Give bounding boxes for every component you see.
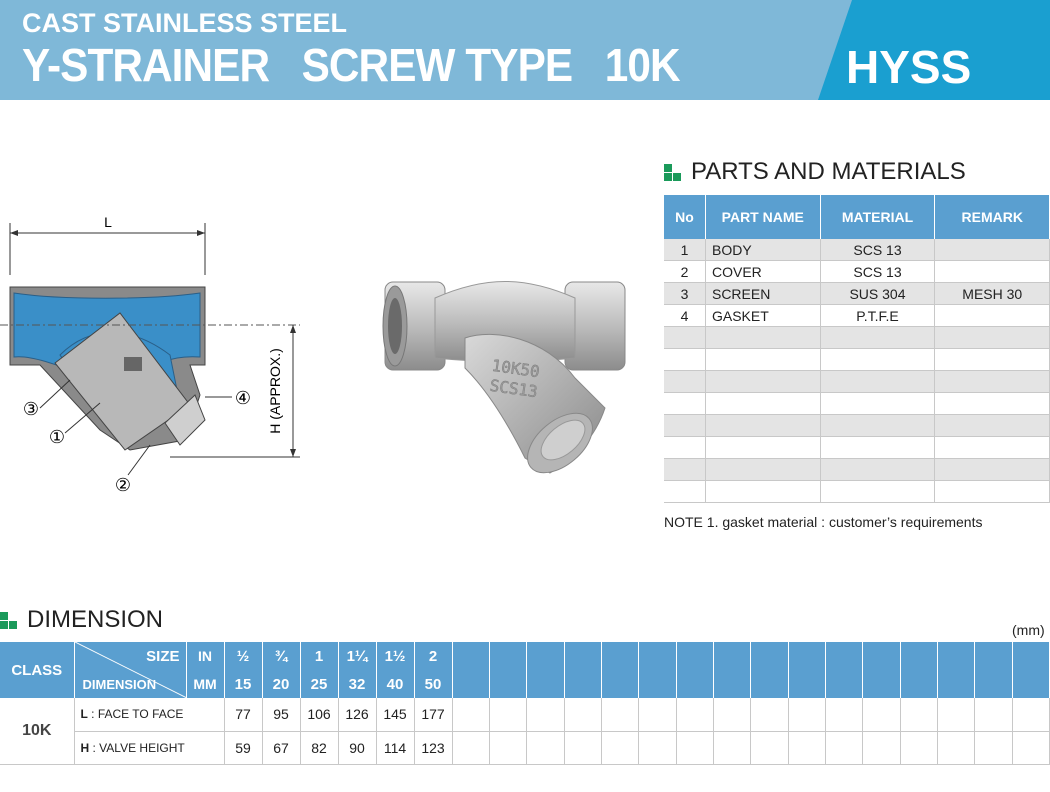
empty-cell (452, 642, 489, 670)
empty-cell (527, 731, 564, 764)
empty-cell (937, 670, 974, 698)
parts-row (664, 371, 1050, 393)
empty-cell (489, 642, 526, 670)
parts-table (664, 195, 1050, 503)
empty-cell (639, 731, 676, 764)
part-material (820, 327, 935, 349)
empty-cell (975, 670, 1012, 698)
empty-cell (639, 642, 676, 670)
empty-cell (825, 731, 862, 764)
dimension-title-text: DIMENSION (27, 606, 164, 633)
size-dimension-header (74, 642, 186, 698)
empty-cell (975, 698, 1012, 731)
height-label: H (APPROX.) (267, 348, 283, 434)
part-name (705, 327, 820, 349)
empty-cell (713, 698, 750, 731)
dimension-desc: : VALVE HEIGHT (89, 740, 185, 755)
part-material (820, 371, 935, 393)
part-no (664, 437, 705, 459)
parts-row (664, 437, 1050, 459)
empty-cell (527, 642, 564, 670)
empty-cell (937, 731, 974, 764)
empty-cell (601, 731, 638, 764)
empty-cell (825, 670, 862, 698)
part-no (664, 481, 705, 503)
parts-row (664, 283, 1050, 305)
empty-cell (900, 698, 937, 731)
empty-cell (713, 670, 750, 698)
part-name (705, 437, 820, 459)
part-remark (935, 459, 1050, 481)
dimension-value: 90 (338, 731, 376, 764)
empty-cell (639, 698, 676, 731)
empty-cell (751, 731, 788, 764)
part-name (705, 481, 820, 503)
dimension-row-label (74, 698, 224, 731)
empty-cell (564, 698, 601, 731)
parts-row (664, 415, 1050, 437)
size-mm-cell: 32 (338, 670, 376, 698)
empty-cell (788, 670, 825, 698)
parts-row (664, 239, 1050, 261)
part-material: P.T.F.E (820, 305, 935, 327)
parts-row (664, 327, 1050, 349)
part-name (705, 349, 820, 371)
empty-cell (751, 642, 788, 670)
dimension-label: DIMENSION (82, 677, 157, 692)
part-name: SCREEN (705, 283, 820, 305)
part-remark (935, 239, 1050, 261)
part-remark (935, 393, 1050, 415)
parts-title-text: PARTS AND MATERIALS (691, 158, 966, 185)
part-remark (935, 327, 1050, 349)
section-squares-icon (664, 164, 681, 181)
dimension-value: 95 (262, 698, 300, 731)
parts-row (664, 349, 1050, 371)
empty-cell (676, 670, 713, 698)
dimension-value: 123 (414, 731, 452, 764)
dimension-value: 177 (414, 698, 452, 731)
empty-cell (863, 698, 900, 731)
empty-cell (788, 731, 825, 764)
part-material: SUS 304 (820, 283, 935, 305)
empty-cell (452, 670, 489, 698)
empty-cell (1012, 642, 1049, 670)
part-no (664, 327, 705, 349)
size-in-cell: 1 (300, 642, 338, 670)
empty-cell (825, 698, 862, 731)
empty-cell (900, 731, 937, 764)
dimension-value: 114 (376, 731, 414, 764)
part-name: GASKET (705, 305, 820, 327)
empty-cell (975, 731, 1012, 764)
part-remark: MESH 30 (935, 283, 1050, 305)
dimension-key: L (80, 707, 88, 722)
callout-1: ① (48, 427, 66, 448)
part-remark (935, 415, 1050, 437)
product-photo (375, 268, 635, 488)
part-material (820, 349, 935, 371)
part-no (664, 371, 705, 393)
dimension-value: 59 (224, 731, 262, 764)
empty-cell (527, 698, 564, 731)
page-title: Y-STRAINER SCREW TYPE 10K (22, 39, 680, 91)
part-material: SCS 13 (820, 261, 935, 283)
empty-cell (1012, 731, 1049, 764)
empty-cell (601, 642, 638, 670)
empty-cell (751, 698, 788, 731)
size-in-cell: ½ (224, 642, 262, 670)
empty-cell (825, 642, 862, 670)
dimension-section-title (0, 606, 163, 634)
empty-cell (751, 670, 788, 698)
part-no: 1 (664, 239, 705, 261)
empty-cell (527, 670, 564, 698)
empty-cell (452, 698, 489, 731)
empty-cell (975, 642, 1012, 670)
empty-cell (788, 642, 825, 670)
empty-cell (489, 698, 526, 731)
strainer-drawing (0, 205, 320, 505)
empty-cell (937, 698, 974, 731)
part-name (705, 371, 820, 393)
part-remark (935, 261, 1050, 283)
mm-label: MM (186, 670, 224, 698)
callout-4: ④ (234, 388, 252, 409)
part-remark (935, 349, 1050, 371)
size-mm-cell: 25 (300, 670, 338, 698)
subtitle: CAST STAINLESS STEEL (22, 8, 348, 38)
photo-marking-1: 10K50 (490, 355, 541, 382)
dimension-key: H (80, 740, 90, 755)
in-label: IN (186, 642, 224, 670)
empty-cell (1012, 698, 1049, 731)
size-mm-cell: 15 (224, 670, 262, 698)
part-remark (935, 305, 1050, 327)
callout-2: ② (114, 475, 132, 496)
parts-row (664, 305, 1050, 327)
part-name (705, 459, 820, 481)
empty-cell (900, 642, 937, 670)
part-no (664, 415, 705, 437)
part-material (820, 459, 935, 481)
part-no: 4 (664, 305, 705, 327)
size-in-cell: ¾ (262, 642, 300, 670)
col-remark: REMARK (935, 195, 1050, 239)
empty-cell (713, 731, 750, 764)
unit-label: (mm) (1012, 622, 1045, 638)
empty-cell (564, 670, 601, 698)
empty-cell (1012, 670, 1049, 698)
part-name: COVER (705, 261, 820, 283)
dimension-value: 145 (376, 698, 414, 731)
parts-row (664, 393, 1050, 415)
empty-cell (601, 670, 638, 698)
parts-note: NOTE 1. gasket material : customer’s requirements (664, 514, 983, 530)
col-part-name: PART NAME (705, 195, 820, 239)
parts-section-title (664, 158, 966, 186)
size-in-cell: 1½ (376, 642, 414, 670)
empty-cell (900, 670, 937, 698)
part-material (820, 415, 935, 437)
size-in-cell: 1¼ (338, 642, 376, 670)
empty-cell (676, 642, 713, 670)
empty-cell (863, 731, 900, 764)
size-mm-cell: 40 (376, 670, 414, 698)
empty-cell (937, 642, 974, 670)
empty-cell (601, 698, 638, 731)
dimension-value: 67 (262, 731, 300, 764)
empty-cell (863, 670, 900, 698)
part-no: 2 (664, 261, 705, 283)
part-name: BODY (705, 239, 820, 261)
dimension-value: 126 (338, 698, 376, 731)
part-material: SCS 13 (820, 239, 935, 261)
dimension-value: 82 (300, 731, 338, 764)
part-no (664, 349, 705, 371)
dimension-row-label (74, 731, 224, 764)
dimension-desc: : FACE TO FACE (87, 707, 184, 722)
part-remark (935, 481, 1050, 503)
parts-header-row (664, 195, 1050, 239)
header-band (0, 0, 1050, 100)
dimension-table (0, 642, 1050, 765)
size-label: SIZE (146, 648, 180, 665)
part-material (820, 437, 935, 459)
col-material: MATERIAL (820, 195, 935, 239)
empty-cell (713, 642, 750, 670)
empty-cell (676, 731, 713, 764)
dimension-row (0, 698, 1050, 731)
class-value: 10K (0, 698, 74, 764)
part-material (820, 481, 935, 503)
empty-cell (564, 731, 601, 764)
dimension-row (0, 731, 1050, 764)
empty-cell (676, 698, 713, 731)
col-no: No (664, 195, 705, 239)
empty-cell (564, 642, 601, 670)
size-in-cell: 2 (414, 642, 452, 670)
part-name (705, 393, 820, 415)
dimension-value: 77 (224, 698, 262, 731)
length-label: L (104, 214, 112, 230)
part-no: 3 (664, 283, 705, 305)
size-mm-cell: 50 (414, 670, 452, 698)
parts-row (664, 261, 1050, 283)
part-name (705, 415, 820, 437)
empty-cell (639, 670, 676, 698)
part-no (664, 393, 705, 415)
section-squares-icon (0, 612, 17, 629)
part-material (820, 393, 935, 415)
parts-row (664, 459, 1050, 481)
part-no (664, 459, 705, 481)
size-mm-cell: 20 (262, 670, 300, 698)
dimension-header-row-in (0, 642, 1050, 670)
empty-cell (489, 670, 526, 698)
class-header: CLASS (0, 642, 74, 698)
empty-cell (788, 698, 825, 731)
photo-marking-2: SCS13 (488, 375, 539, 402)
empty-cell (452, 731, 489, 764)
part-remark (935, 437, 1050, 459)
dimension-value: 106 (300, 698, 338, 731)
parts-row (664, 481, 1050, 503)
brand-name: HYSS (846, 41, 972, 93)
empty-cell (489, 731, 526, 764)
part-remark (935, 371, 1050, 393)
empty-cell (863, 642, 900, 670)
callout-3: ③ (22, 399, 40, 420)
